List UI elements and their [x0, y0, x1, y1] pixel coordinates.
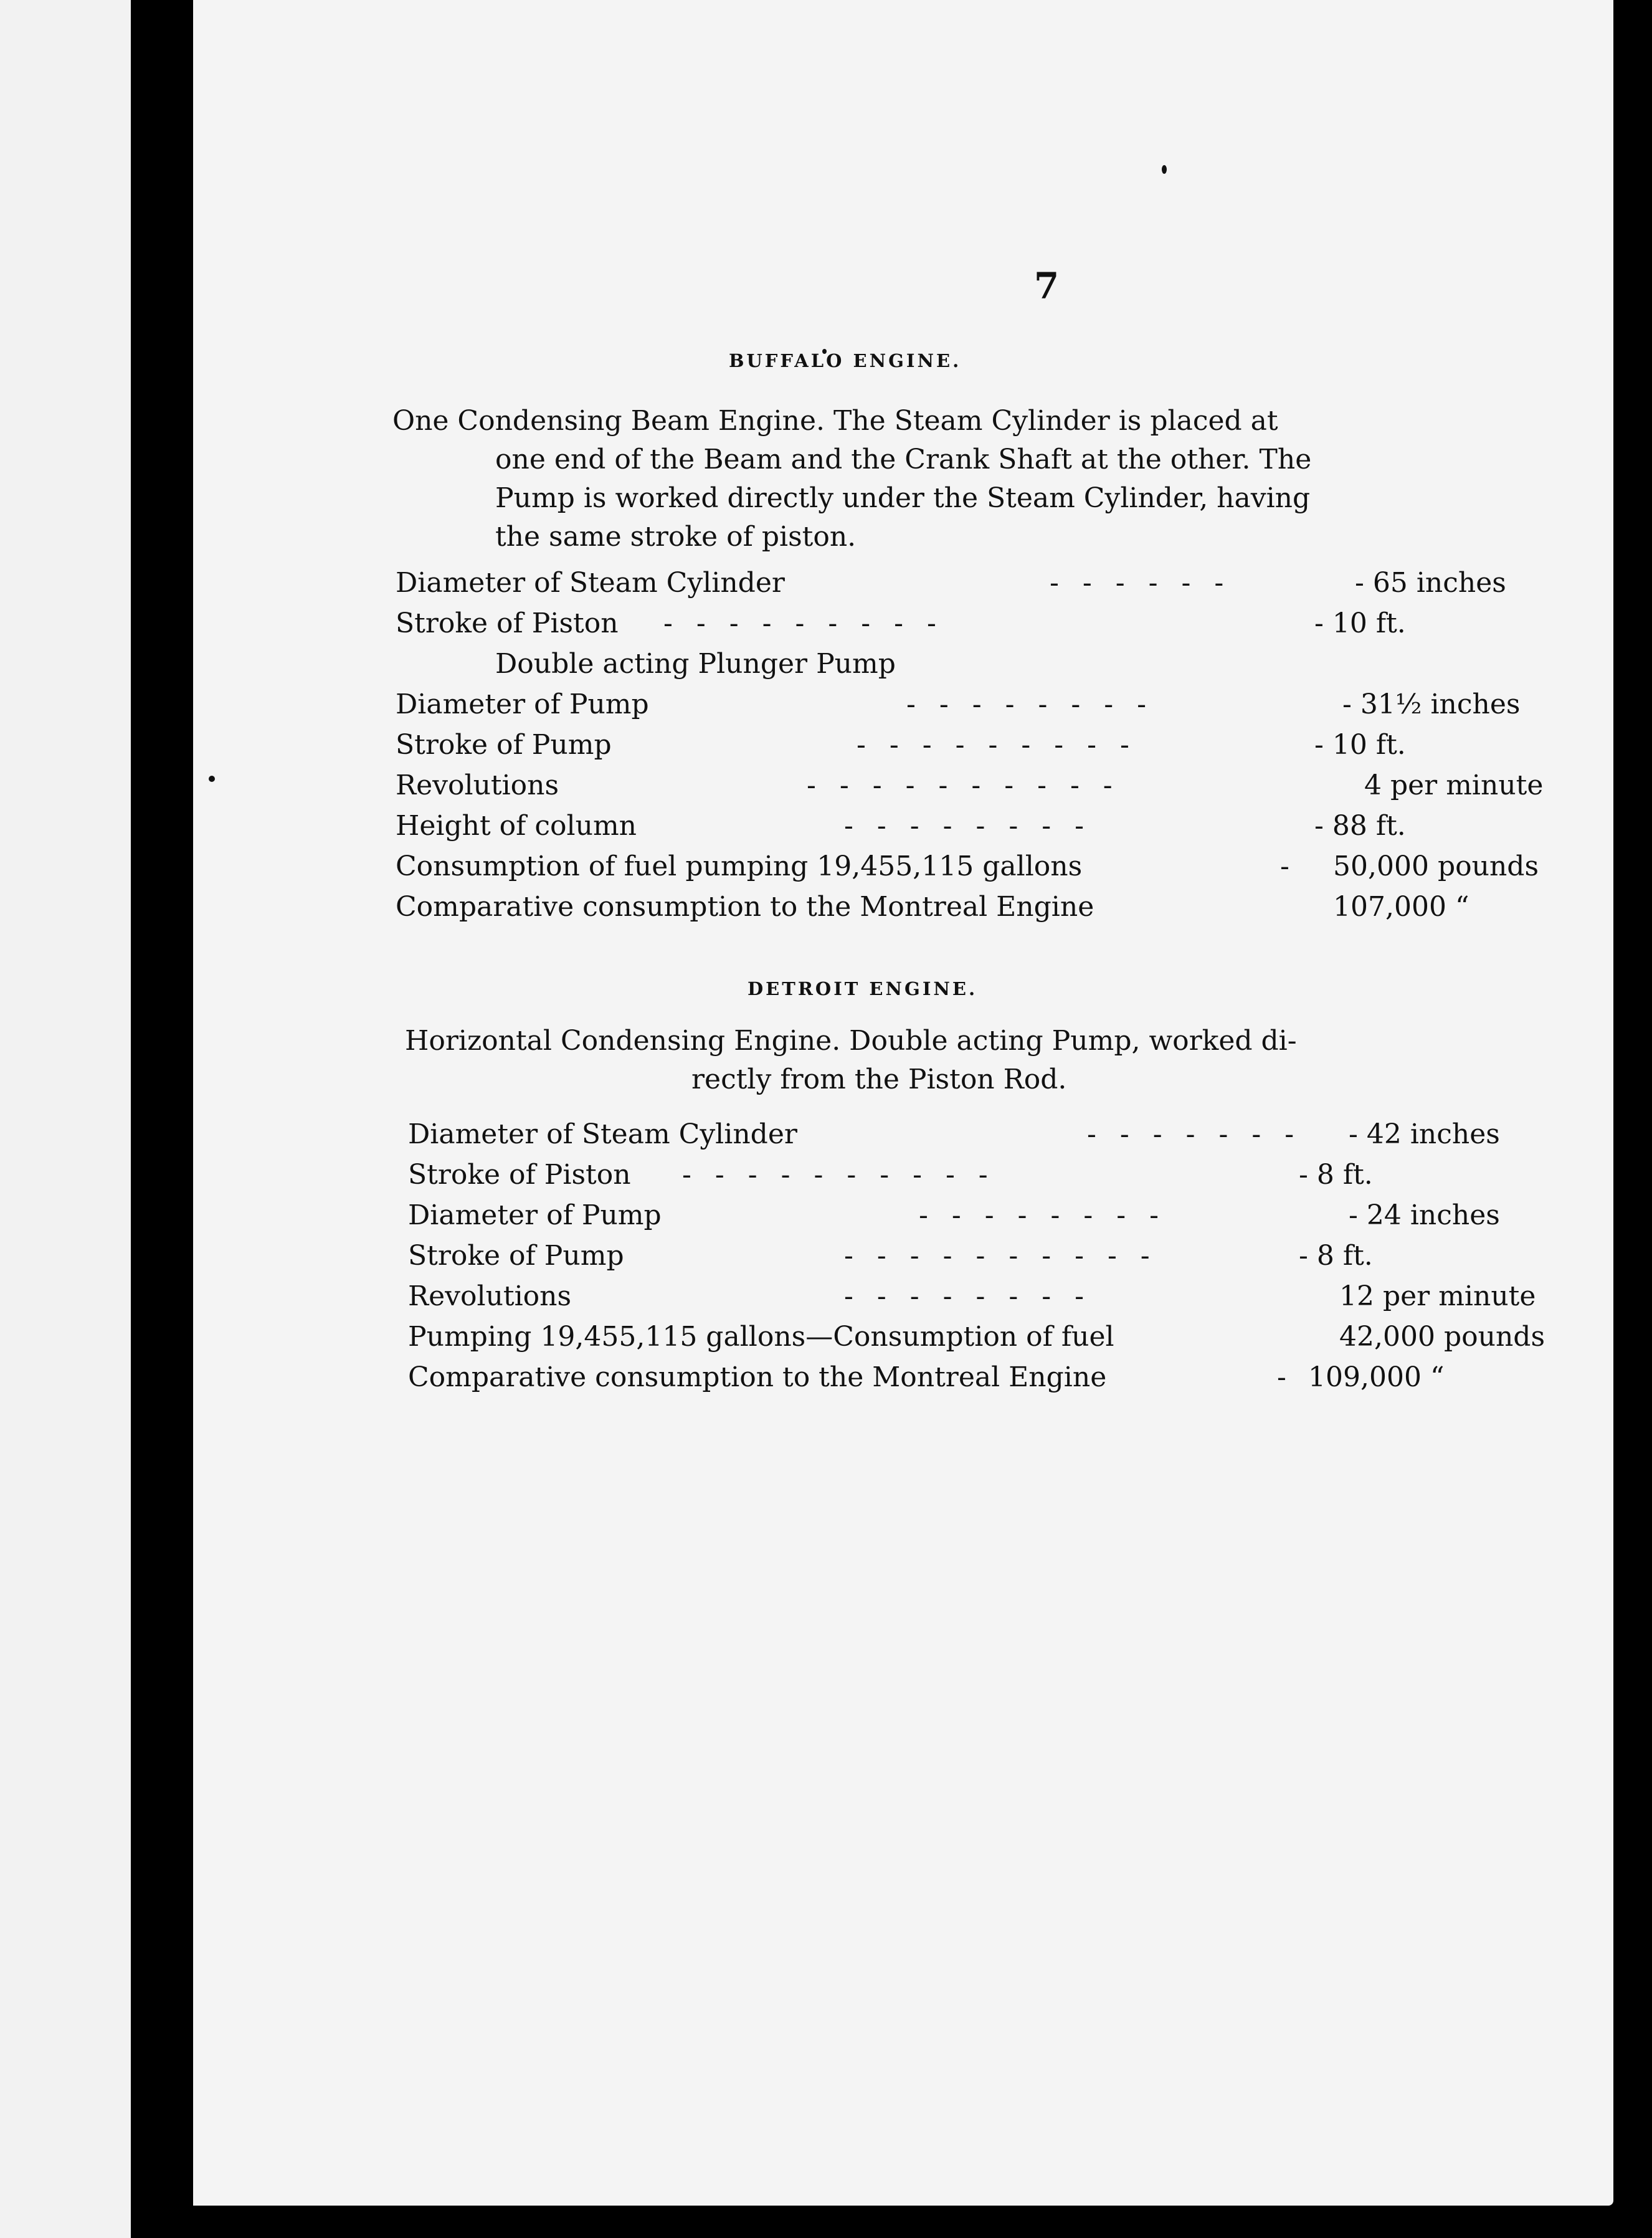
left-page-edge	[0, 0, 131, 2238]
leader-dashes: ----------	[807, 769, 1136, 801]
spec-label: Comparative consumption to the Montreal Engine	[396, 891, 1094, 923]
spec-row	[408, 1280, 1542, 1315]
spec-row	[408, 1199, 1542, 1234]
spec-label: Stroke of Piston	[408, 1159, 631, 1191]
description-line: rectly from the Piston Rod.	[691, 1064, 1067, 1095]
spec-value: - 31½ inches	[1342, 688, 1521, 720]
spec-value: - 65 inches	[1355, 567, 1506, 599]
spec-label: Pumping 19,455,115 gallons—Consumption of fuel	[408, 1321, 1114, 1353]
page-number: 7	[1033, 265, 1060, 307]
buffalo-engine-heading: BUFFALO ENGINE.	[729, 350, 962, 371]
description-line: Pump is worked directly under the Steam Cylinder, having	[495, 482, 1311, 514]
scan-speck	[209, 776, 215, 782]
spec-label: Comparative consumption to the Montreal Engine	[408, 1361, 1107, 1393]
leader-dashes: --------	[919, 1199, 1182, 1231]
spec-value: - 42 inches	[1349, 1118, 1500, 1150]
spec-value: - 88 ft.	[1314, 810, 1406, 842]
description-line: Horizontal Condensing Engine. Double acting Pump, worked di-	[405, 1025, 1297, 1057]
spec-row	[408, 1159, 1542, 1194]
spec-row	[396, 688, 1529, 723]
leader-dashes: -------	[1087, 1118, 1318, 1150]
spec-value: 50,000 pounds	[1333, 850, 1539, 882]
spec-label: Stroke of Piston	[396, 607, 619, 639]
spec-value: 107,000 “	[1333, 891, 1469, 923]
spec-label: Height of column	[396, 810, 637, 842]
pump-subheading: Double acting Plunger Pump	[495, 648, 896, 680]
spec-row	[408, 1321, 1545, 1356]
spec-row	[408, 1240, 1542, 1275]
spec-label: Revolutions	[396, 769, 559, 801]
spec-label: Diameter of Pump	[408, 1199, 662, 1231]
spec-value: - 8 ft.	[1299, 1240, 1373, 1272]
leader-dashes: ---------	[663, 607, 960, 639]
spec-row	[396, 769, 1544, 804]
spec-value: - 8 ft.	[1299, 1159, 1373, 1191]
spec-row	[396, 729, 1529, 764]
spec-value: - 24 inches	[1349, 1199, 1500, 1231]
spec-label: Diameter of Pump	[396, 688, 649, 720]
leader-dashes: --------	[844, 1280, 1108, 1312]
spec-row	[408, 1361, 1542, 1396]
spec-row	[396, 607, 1529, 642]
book-spine	[131, 0, 193, 2238]
spec-value: 4 per minute	[1364, 769, 1544, 801]
spec-row	[396, 567, 1529, 602]
leader-dashes: ------	[1050, 567, 1248, 599]
spec-value: 12 per minute	[1339, 1280, 1536, 1312]
spec-row	[396, 850, 1539, 885]
description-line: one end of the Beam and the Crank Shaft at the other. The	[495, 444, 1312, 475]
spec-value: 42,000 pounds	[1339, 1321, 1545, 1353]
detroit-engine-heading: DETROIT ENGINE.	[748, 978, 978, 999]
leader-dashes: ----------	[682, 1159, 1012, 1191]
spec-label: Consumption of fuel pumping 19,455,115 gallons	[396, 850, 1083, 882]
leader-dashes: --------	[906, 688, 1170, 720]
spec-label: Stroke of Pump	[408, 1240, 624, 1272]
book-page	[193, 0, 1613, 2206]
leader-dashes: ---------	[857, 729, 1153, 761]
spec-label: Revolutions	[408, 1280, 572, 1312]
spec-row	[408, 1118, 1542, 1153]
spec-value: 109,000 “	[1308, 1361, 1445, 1393]
spec-row	[396, 891, 1529, 926]
spec-value: - 10 ft.	[1314, 607, 1406, 639]
spec-label: Diameter of Steam Cylinder	[396, 567, 785, 599]
spec-value: - 10 ft.	[1314, 729, 1406, 761]
spec-label: Stroke of Pump	[396, 729, 612, 761]
leader-dashes: --------	[844, 810, 1108, 842]
description-line: One Condensing Beam Engine. The Steam Cylinder is placed at	[392, 405, 1278, 437]
scan-speck	[1162, 165, 1167, 174]
spec-label: Diameter of Steam Cylinder	[408, 1118, 797, 1150]
spec-row	[396, 810, 1529, 845]
leader-dashes: ----------	[844, 1240, 1174, 1272]
leader-dashes: -	[1277, 1361, 1310, 1393]
description-line: the same stroke of piston.	[495, 521, 857, 553]
leader-dashes: -	[1280, 850, 1313, 882]
